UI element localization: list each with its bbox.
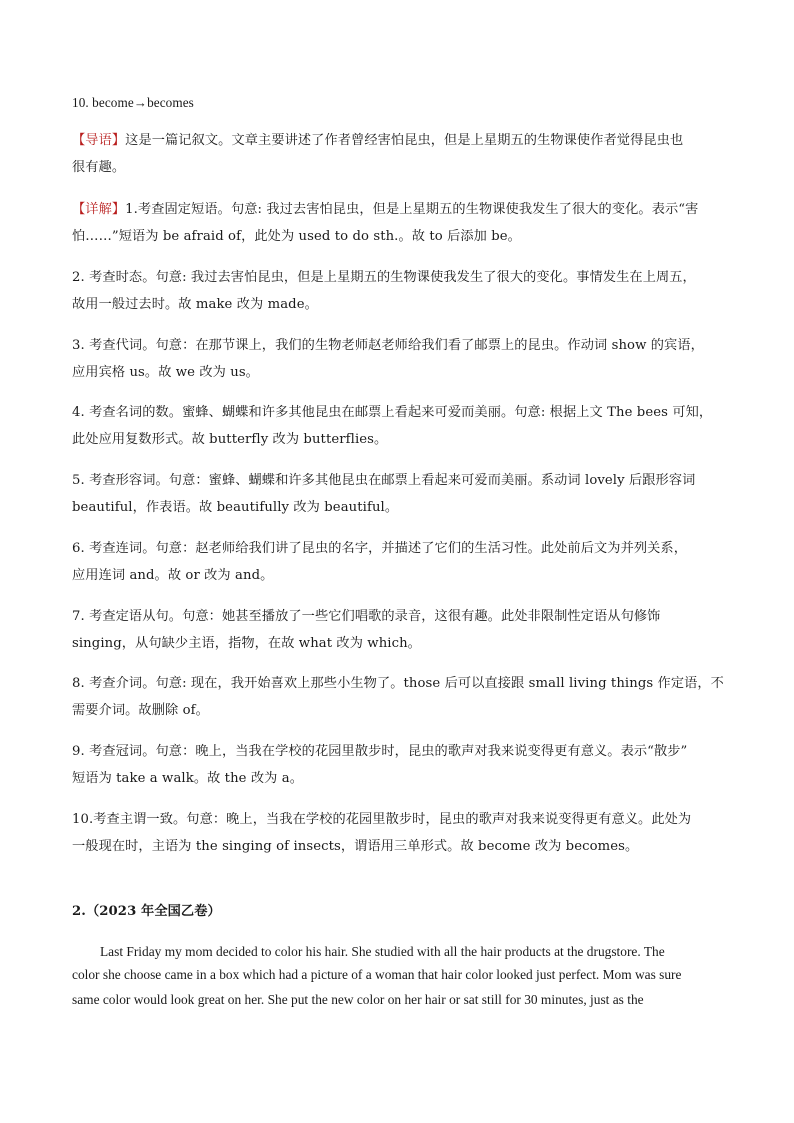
detail-item-9-line-2: 短语为 take a walk。故 the 改为 a。 [72,771,303,786]
detail-tag: 【详解】 [72,202,126,217]
detail-item-10-line-1: 10.考查主谓一致。句意：晚上，当我在学校的花园里散步时，昆虫的歌声对我来说变得更有意义。此处为 [72,812,692,827]
guide-paragraph-line-1 [72,127,724,154]
detail-item-2-line-1: 2. 考查时态。句意: 我过去害怕昆虫，但是上星期五的生物课使我发生了很大的变化。事情发生在上周五， [72,270,696,285]
detail-item-9-line-1: 9. 考查冠词。句意：晚上，当我在学校的花园里散步时，昆虫的歌声对我来说变得更有意义。表示“散步” [72,744,688,759]
detail-item-4-line-2: 此处应用复数形式。故 butterfly 改为 butterflies。 [72,432,388,447]
detail-item-2-line-2: 故用一般过去时。故 make 改为 made。 [72,297,318,312]
guide-text-1: 这是一篇记叙文。文章主要讲述了作者曾经害怕昆虫，但是上星期五的生物课使作者觉得昆虫也 [125,133,684,148]
detail-item-1-text-1: 1.考查固定短语。句意: 我过去害怕昆虫，但是上星期五的生物课使我发生了很大的变化。表示“害 [125,202,699,217]
detail-item-8-line-2: 需要介词。故删除 of。 [72,703,209,718]
passage-line-2: color she choose came in a box which had a picture of a woman that hair color looked just perfect. Mom was sure [72,967,682,982]
detail-item-6-line-1: 6. 考查连词。句意：赵老师给我们讲了昆虫的名字，并描述了它们的生活习性。此处前后文为并列关系， [72,541,688,556]
passage-line-3: same color would look great on her. She put the new color on her hair or sat still for 30 minutes, just as the [72,992,644,1007]
guide-paragraph-line-2: 很有趣。 [72,160,126,175]
question-2-heading: 2.（2023 年全国乙卷） [72,904,221,919]
detail-item-3-line-2: 应用宾格 us。故 we 改为 us。 [72,365,259,380]
detail-item-5-line-2: beautiful，作表语。故 beautifully 改为 beautiful。 [72,500,399,515]
detail-item-6-line-2: 应用连词 and。故 or 改为 and。 [72,568,274,583]
detail-item-3-line-1: 3. 考查代词。句意：在那节课上，我们的生物老师赵老师给我们看了邮票上的昆虫。作动词 show 的宾语， [72,338,704,353]
detail-item-7-line-2: singing，从句缺少主语，指物，在故 what 改为 which。 [72,636,421,651]
detail-item-10-line-2: 一般现在时，主语为 the singing of insects，谓语用三单形式。故 become 改为 becomes。 [72,839,639,854]
passage-line-1: Last Friday my mom decided to color his hair. She studied with all the hair products at the drugstore. The [100,944,665,959]
guide-tag: 【导语】 [72,133,126,148]
detail-item-8-line-1: 8. 考查介词。句意: 现在，我开始喜欢上那些小生物了。those 后可以直接跟 small living things 作定语，不 [72,676,724,691]
detail-item-4-line-1: 4. 考查名词的数。蜜蜂、蝴蝶和许多其他昆虫在邮票上看起来可爱而美丽。句意: 根据上文 The bees 可知， [72,405,713,420]
detail-item-7-line-1: 7. 考查定语从句。句意：她甚至播放了一些它们唱歌的录音，这很有趣。此处非限制性定语从句修饰 [72,609,661,624]
detail-item-1-line-1 [72,196,724,223]
detail-item-1-line-2: 怕……”短语为 be afraid of，此处为 used to do sth.。故 to 后添加 be。 [72,229,521,244]
answer-10-line: 10. become→becomes [72,95,194,110]
detail-item-5-line-1: 5. 考查形容词。句意：蜜蜂、蝴蝶和许多其他昆虫在邮票上看起来可爱而美丽。系动词 lovely 后跟形容词 [72,473,696,488]
